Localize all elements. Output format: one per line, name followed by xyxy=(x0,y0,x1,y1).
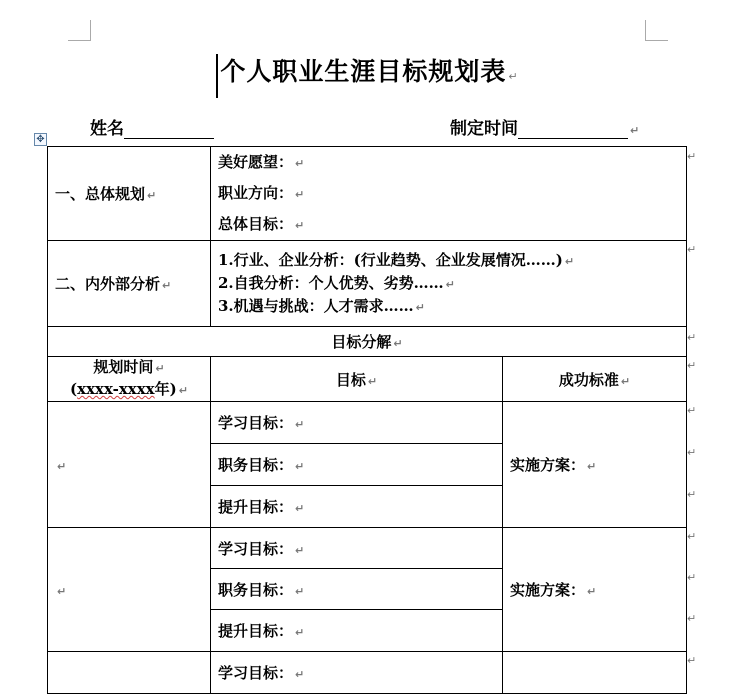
study-goal-cell[interactable] xyxy=(211,402,503,444)
industry-analysis-line: 1.行业、企业分析：(行业趋势、企业发展情况……) xyxy=(218,251,563,269)
paragraph-mark: ↵ xyxy=(295,626,305,639)
study-goal-label: 学习目标： xyxy=(218,664,294,682)
overall-label: 一、总体规划 xyxy=(55,185,146,203)
title-block xyxy=(0,52,734,98)
paragraph-mark: ↵ xyxy=(295,502,305,515)
overall-goal-label: 总体目标： xyxy=(218,215,294,233)
improve-goal-label: 提升目标： xyxy=(218,622,294,640)
paragraph-mark: ↵ xyxy=(295,219,305,232)
table-row-analysis xyxy=(48,241,687,327)
time-header-cell[interactable] xyxy=(48,357,211,402)
table-row-overall xyxy=(48,147,687,241)
decomposition-header-cell[interactable] xyxy=(48,327,687,357)
document-title[interactable]: 个人职业生涯目标规划表 xyxy=(220,57,507,86)
period-time-cell[interactable] xyxy=(48,528,211,652)
study-goal-label: 学习目标： xyxy=(218,414,294,432)
paragraph-mark: ↵ xyxy=(587,460,597,473)
study-goal-cell[interactable] xyxy=(211,652,503,694)
paragraph-mark: ↵ xyxy=(508,70,518,83)
text-cursor xyxy=(216,54,218,98)
paragraph-mark: ↵ xyxy=(295,668,305,681)
row-end-mark: ↵ xyxy=(687,359,697,372)
paragraph-mark: ↵ xyxy=(393,337,403,350)
table-row-column-headers xyxy=(48,357,687,402)
row-end-mark: ↵ xyxy=(687,150,697,163)
paragraph-mark: ↵ xyxy=(564,255,575,268)
table-row xyxy=(48,528,687,569)
table-row xyxy=(48,652,687,694)
row-end-mark: ↵ xyxy=(687,243,697,256)
row-end-mark: ↵ xyxy=(687,446,697,459)
improve-goal-cell[interactable] xyxy=(211,486,503,528)
position-goal-cell[interactable] xyxy=(211,444,503,486)
self-analysis-line: 2.自我分析：个人优势、劣势…… xyxy=(218,274,444,292)
row-end-mark: ↵ xyxy=(687,654,697,667)
goal-header-cell[interactable] xyxy=(211,357,503,402)
row-end-mark: ↵ xyxy=(687,612,697,625)
paragraph-mark: ↵ xyxy=(295,157,305,170)
overall-content-cell[interactable] xyxy=(211,147,687,241)
row-end-mark: ↵ xyxy=(687,530,697,543)
date-blank[interactable] xyxy=(518,120,628,139)
overall-line xyxy=(218,147,679,178)
overall-label-cell[interactable] xyxy=(48,147,211,241)
period-time-cell[interactable] xyxy=(48,652,211,694)
table-row-decomposition-header xyxy=(48,327,687,357)
success-header-cell[interactable] xyxy=(503,357,687,402)
date-field[interactable] xyxy=(450,114,639,139)
name-field[interactable] xyxy=(90,114,214,139)
paragraph-mark: ↵ xyxy=(147,189,157,202)
table-row xyxy=(48,402,687,444)
page-corner-top-right xyxy=(645,20,668,41)
position-goal-cell[interactable] xyxy=(211,569,503,610)
row-end-mark: ↵ xyxy=(687,488,697,501)
paragraph-mark: ↵ xyxy=(162,279,172,292)
position-goal-label: 职务目标： xyxy=(218,580,294,599)
page-corner-top-left xyxy=(68,20,91,41)
table-move-handle-icon[interactable]: ✥ xyxy=(34,133,47,146)
overall-line xyxy=(218,178,679,209)
plan-cell[interactable] xyxy=(503,528,687,652)
time-range-open: ( xyxy=(70,380,78,398)
paragraph-mark: ↵ xyxy=(178,384,188,397)
wish-label: 美好愿望： xyxy=(218,153,294,171)
row-end-mark: ↵ xyxy=(687,331,697,344)
overall-line xyxy=(218,209,679,240)
analysis-content-cell[interactable] xyxy=(211,241,687,327)
row-end-mark: ↵ xyxy=(687,571,697,584)
plan-label: 实施方案： xyxy=(510,456,586,474)
improve-goal-label: 提升目标： xyxy=(218,498,294,516)
paragraph-mark: ↵ xyxy=(295,543,305,557)
plan-cell[interactable] xyxy=(503,652,687,694)
analysis-label: 二、内外部分析 xyxy=(55,275,161,293)
paragraph-mark: ↵ xyxy=(295,460,305,473)
paragraph-mark: ↵ xyxy=(295,418,305,431)
paragraph-mark: ↵ xyxy=(630,124,640,137)
paragraph-mark: ↵ xyxy=(587,585,597,598)
time-range-suffix: 年) xyxy=(154,380,177,398)
time-header-label: 规划时间 xyxy=(93,358,154,376)
paragraph-mark: ↵ xyxy=(620,374,631,388)
paragraph-mark: ↵ xyxy=(57,459,67,473)
paragraph-mark: ↵ xyxy=(155,362,165,375)
paragraph-mark: ↵ xyxy=(295,188,305,201)
study-goal-label: 学习目标： xyxy=(218,539,294,558)
opportunity-line: 3.机遇与挑战：人才需求…… xyxy=(218,297,414,315)
time-range-value: xxxx-xxxx xyxy=(77,380,155,398)
paragraph-mark: ↵ xyxy=(367,374,378,388)
name-label: 姓名 xyxy=(90,119,124,139)
name-blank[interactable] xyxy=(124,120,214,139)
position-goal-label: 职务目标： xyxy=(218,456,294,474)
goal-header: 目标 xyxy=(335,370,366,389)
paragraph-mark: ↵ xyxy=(295,584,305,598)
improve-goal-cell[interactable] xyxy=(211,610,503,652)
decomposition-header: 目标分解 xyxy=(331,333,392,351)
row-end-mark: ↵ xyxy=(687,404,697,417)
paragraph-mark: ↵ xyxy=(57,584,67,598)
plan-cell[interactable] xyxy=(503,402,687,528)
plan-table xyxy=(47,146,687,694)
success-header: 成功标准 xyxy=(558,370,619,389)
paragraph-mark: ↵ xyxy=(445,278,455,291)
plan-label: 实施方案： xyxy=(510,581,586,599)
period-time-cell[interactable] xyxy=(48,402,211,528)
career-direction-label: 职业方向： xyxy=(218,184,294,202)
paragraph-mark: ↵ xyxy=(415,301,425,314)
analysis-label-cell[interactable] xyxy=(48,241,211,327)
date-label: 制定时间 xyxy=(450,119,518,139)
study-goal-cell[interactable] xyxy=(211,528,503,569)
